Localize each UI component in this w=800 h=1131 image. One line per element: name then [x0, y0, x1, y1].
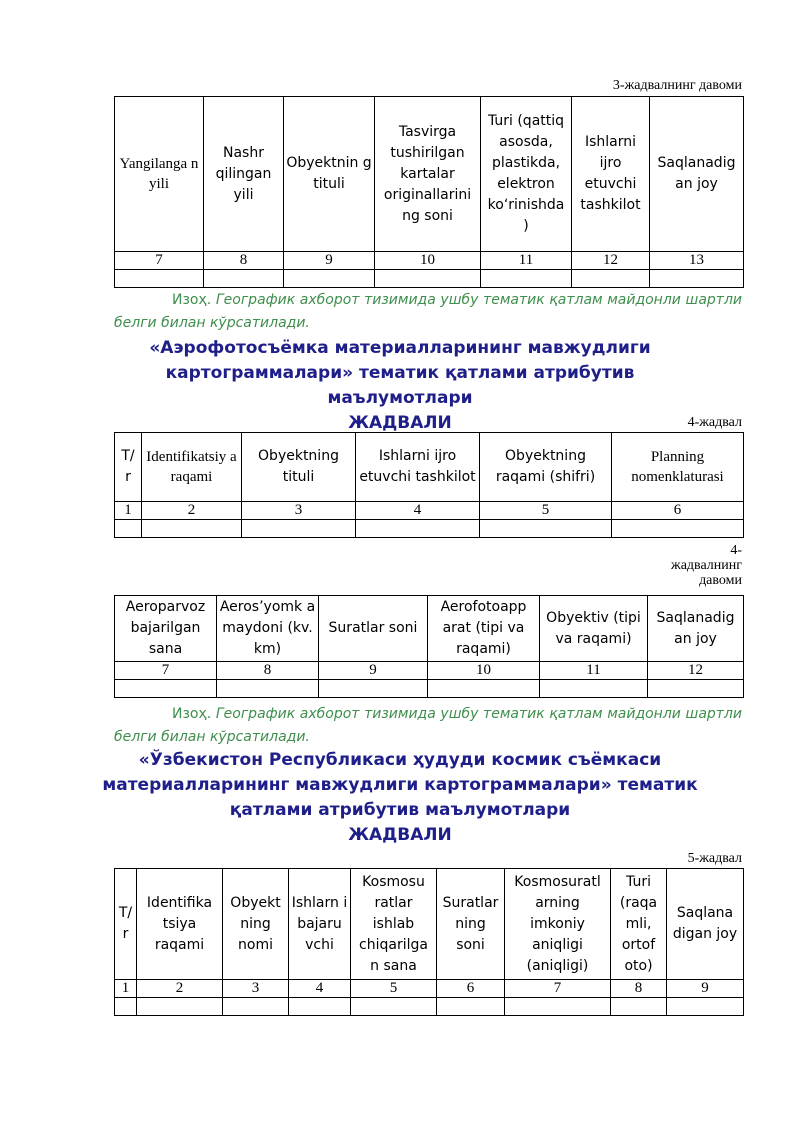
table4-cont-caption [671, 543, 742, 588]
header-updated-year: Yangilanga n yili [115, 97, 204, 252]
heading-line: «Аэрофотосъёмка материалларининг мавжудлиги [149, 338, 651, 358]
header-storage-place: Saqlanadig an joy [648, 596, 744, 662]
column-number: 9 [667, 980, 744, 998]
header-photo-count: Suratlar soni [319, 596, 428, 662]
table4-caption: 4-жадвал [687, 415, 742, 430]
table3-cont-header-row [115, 97, 744, 252]
table4-cont-header-row [115, 596, 744, 662]
header-planning-nomenclature: Planning nomenklaturasi [612, 433, 744, 502]
column-number: 12 [648, 662, 744, 680]
table4-cont-number-row [115, 662, 744, 680]
caption-line: давоми [699, 573, 742, 588]
table-empty-row [115, 520, 744, 538]
column-number: 8 [204, 252, 284, 270]
heading-line: картограммалари» тематик қатлами атрибутив маълумотлари [165, 363, 635, 408]
header-identification-number: Identifikatsiy a raqami [142, 433, 242, 502]
header-row-number: T/ r [115, 869, 137, 980]
column-number: 13 [650, 252, 744, 270]
note-text: Географик ахборот тизимида ушбу тематик қатлам майдонли шартли белги билан кўрсатилади. [114, 706, 742, 745]
header-image-count: Suratlar ning soni [437, 869, 505, 980]
header-production-date: Kosmosu ratlar ishlab chiqarilga n sana [351, 869, 437, 980]
column-number: 7 [115, 252, 204, 270]
note-2 [114, 703, 742, 749]
heading-line: ЖАДВАЛИ [348, 413, 452, 433]
table5-number-row [115, 980, 744, 998]
column-number: 7 [115, 662, 217, 680]
column-number: 3 [242, 502, 356, 520]
header-published-year: Nashr qilingan yili [204, 97, 284, 252]
header-object-name: Obyekt ning nomi [223, 869, 289, 980]
column-number: 11 [540, 662, 648, 680]
column-number: 8 [611, 980, 667, 998]
header-type: Turi (raqa mli, ortof oto) [611, 869, 667, 980]
header-originals-count: Tasvirga tushirilgan kartalar originallarini ng soni [375, 97, 481, 252]
header-storage-place: Saqlana digan joy [667, 869, 744, 980]
header-flight-date: Aeroparvoz bajarilgan sana [115, 596, 217, 662]
column-number: 8 [217, 662, 319, 680]
column-number: 1 [115, 502, 142, 520]
column-number: 7 [505, 980, 611, 998]
header-executing-organization: Ishlarni ijro etuvchi tashkilot [572, 97, 650, 252]
column-number: 4 [289, 980, 351, 998]
header-type: Turi (qattiq asosda, plastikda, elektron ko‘rinishda ) [481, 97, 572, 252]
table4-heading [100, 336, 700, 436]
table5-caption: 5-жадвал [687, 851, 742, 866]
caption-line: 4- [730, 543, 742, 558]
header-object-title: Obyektnin g tituli [284, 97, 375, 252]
note-text: Географик ахборот тизимида ушбу тематик қатлам майдонли шартли белги билан кўрсатилади. [114, 292, 742, 331]
heading-line: «Ўзбекистон Республикаси ҳудуди космик съёмкаси [138, 750, 662, 770]
header-resolution: Kosmosuratl arning imkoniy aniqligi (aniqligi) [505, 869, 611, 980]
column-number: 10 [375, 252, 481, 270]
header-executing-organization: Ishlarni ijro etuvchi tashkilot [356, 433, 480, 502]
table5-heading [80, 748, 720, 848]
column-number: 9 [319, 662, 428, 680]
header-object-number: Obyektning raqami (shifri) [480, 433, 612, 502]
column-number: 2 [142, 502, 242, 520]
note-lead: Изоҳ. [172, 706, 212, 722]
caption-line: жадвалнинг [671, 558, 742, 573]
table4 [114, 432, 744, 538]
column-number: 5 [351, 980, 437, 998]
column-number: 9 [284, 252, 375, 270]
heading-line: қатлами атрибутив маълумотлари [229, 800, 571, 820]
column-number: 10 [428, 662, 540, 680]
table5-header-row [115, 869, 744, 980]
header-lens: Obyektiv (tipi va raqami) [540, 596, 648, 662]
heading-line: материалларининг мавжудлиги картограммалари» тематик [102, 775, 698, 795]
heading-line: ЖАДВАЛИ [348, 825, 452, 845]
column-number: 2 [137, 980, 223, 998]
table-empty-row [115, 998, 744, 1016]
header-aerial-camera: Aerofotoapp arat (tipi va raqami) [428, 596, 540, 662]
header-object-title: Obyektning tituli [242, 433, 356, 502]
note-lead: Изоҳ. [172, 292, 212, 308]
column-number: 12 [572, 252, 650, 270]
column-number: 6 [437, 980, 505, 998]
note-1 [114, 289, 742, 335]
column-number: 5 [480, 502, 612, 520]
column-number: 3 [223, 980, 289, 998]
table3-cont-number-row [115, 252, 744, 270]
header-identification-number: Identifika tsiya raqami [137, 869, 223, 980]
table4-header-row [115, 433, 744, 502]
column-number: 11 [481, 252, 572, 270]
header-executor: Ishlarn i bajaru vchi [289, 869, 351, 980]
table3-cont-caption: 3-жадвалнинг давоми [612, 78, 742, 93]
table3-cont [114, 96, 744, 288]
header-survey-area: Aeros’yomk a maydoni (kv. km) [217, 596, 319, 662]
table-empty-row [115, 270, 744, 288]
table-empty-row [115, 680, 744, 698]
table4-number-row [115, 502, 744, 520]
table4-cont [114, 595, 744, 698]
header-row-number: T/ r [115, 433, 142, 502]
table5 [114, 868, 744, 1016]
column-number: 4 [356, 502, 480, 520]
column-number: 6 [612, 502, 744, 520]
column-number: 1 [115, 980, 137, 998]
header-storage-place: Saqlanadig an joy [650, 97, 744, 252]
